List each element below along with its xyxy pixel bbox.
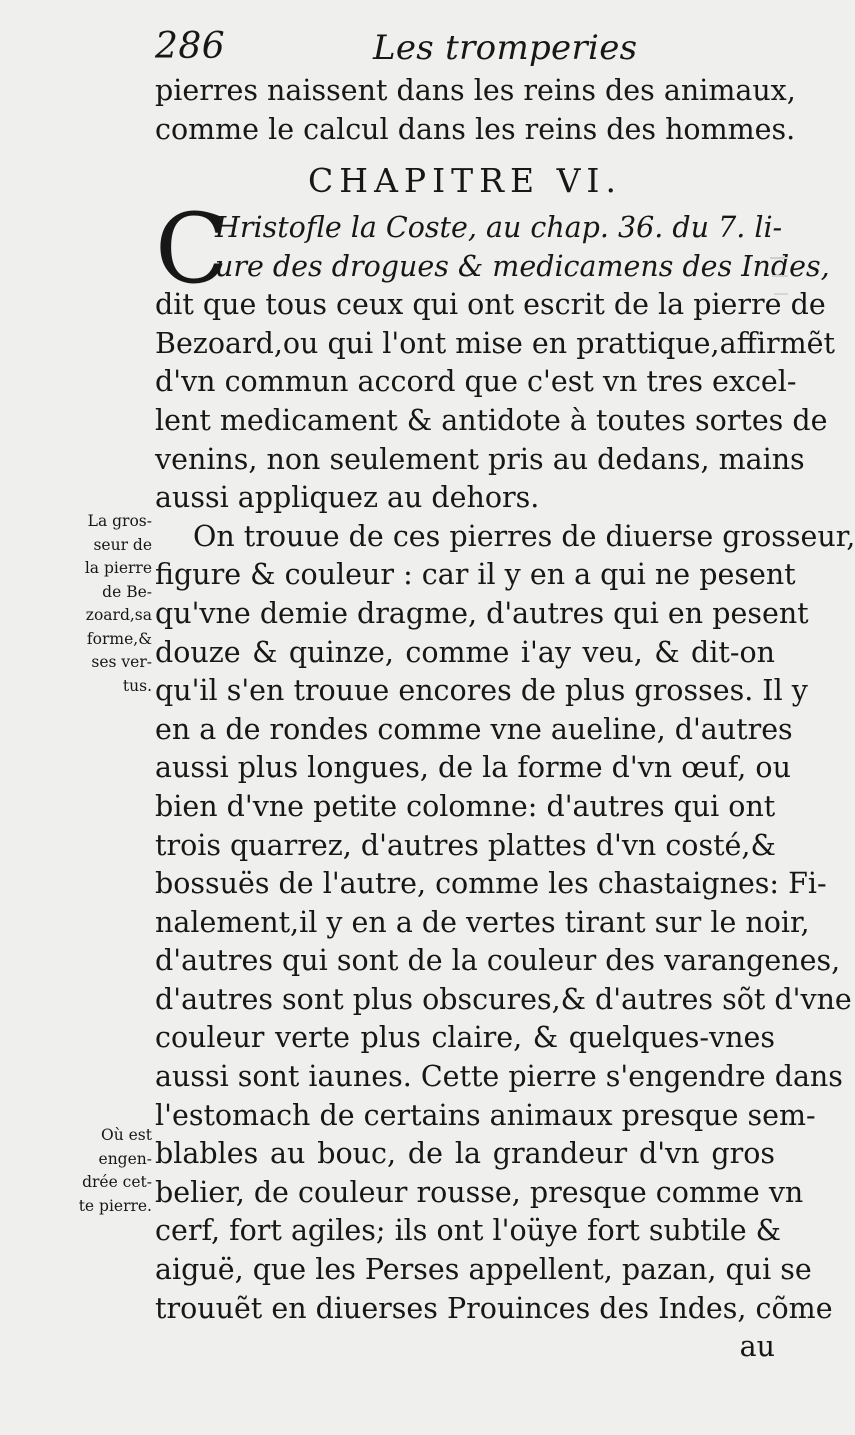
- text-line: couleur verte plus claire, & quelques-vnes: [155, 1021, 775, 1055]
- text-line: aussi appliquez au dehors.: [155, 481, 540, 515]
- text-line: comme le calcul dans les reins des hommes.: [155, 112, 796, 146]
- margin-note-bezoard-size: [42, 510, 152, 698]
- text-line: douze & quinze, comme i'ay veu, & dit-on: [155, 635, 775, 669]
- bleed-through-glyphs: [766, 248, 792, 318]
- text-line: qu'il s'en trouue encores de plus grosses. Il y: [155, 674, 808, 708]
- margin-note-line: ses ver-: [91, 653, 152, 671]
- page-header: [155, 24, 775, 72]
- text-line: aussi plus longues, de la forme d'vn œuf, ou: [155, 751, 791, 785]
- margin-note-line: Où est: [101, 1126, 152, 1144]
- margin-note-line: forme,&: [86, 629, 152, 648]
- text-line: aiguë, que les Perses appellent, pazan, qui se: [155, 1253, 812, 1287]
- text-line: Hristofle la Coste, au chap. 36. du 7. li-: [215, 211, 783, 245]
- margin-note-origin: [42, 1124, 152, 1218]
- text-line: venins, non seulement pris au dedans, mains: [155, 442, 805, 476]
- text-line: trouuẽt en diuerses Prouinces des Indes, cõme: [155, 1291, 833, 1325]
- margin-note-line: de Be-: [102, 582, 152, 601]
- margin-note-line: zoard,sa: [85, 606, 152, 624]
- text-line: trois quarrez, d'autres plattes d'vn costé,&: [155, 828, 776, 862]
- text-line: belier, de couleur rousse, presque comme vn: [155, 1175, 804, 1209]
- text-line: nalement,il y en a de vertes tirant sur le noir,: [155, 905, 810, 939]
- text-line: Bezoard,ou qui l'ont mise en prattique,affirmẽt: [155, 326, 835, 360]
- margin-note-line: la pierre: [84, 559, 152, 577]
- text-line: figure & couleur : car il y en a qui ne pesent: [155, 558, 796, 592]
- text-line: d'autres qui sont de la couleur des varangenes,: [155, 944, 841, 978]
- text-line: qu'vne demie dragme, d'autres qui en pesent: [155, 596, 809, 630]
- text-line: cerf, fort agiles; ils ont l'oüye fort subtile &: [155, 1214, 782, 1248]
- text-line: dit que tous ceux qui ont escrit de la pierre de: [155, 288, 826, 322]
- margin-note-line: te pierre.: [78, 1196, 152, 1215]
- margin-note-line: drée cet-: [82, 1173, 152, 1191]
- chapter-heading: CHAPITRE VI.: [308, 161, 622, 201]
- text-line: l'estomach de certains animaux presque sem-: [155, 1098, 816, 1132]
- main-text: [155, 72, 855, 1367]
- text-line: ure des drogues & medicamens des Indes,: [215, 249, 830, 283]
- margin-note-line: seur de: [93, 535, 152, 554]
- running-title: Les tromperies: [373, 28, 638, 68]
- text-line: aussi sont iaunes. Cette pierre s'engendre dans: [155, 1060, 843, 1094]
- text-line: pierres naissent dans les reins des animaux,: [155, 74, 796, 107]
- page-number: 286: [155, 26, 226, 67]
- margin-note-line: La gros-: [87, 512, 152, 530]
- bleed-through-mark: [766, 248, 792, 318]
- catchword: au: [739, 1330, 775, 1364]
- text-line: blables au bouc, de la grandeur d'vn gros: [155, 1137, 775, 1171]
- text-line: bien d'vne petite colomne: d'autres qui ont: [155, 789, 776, 823]
- drop-cap: C: [155, 193, 229, 306]
- text-line: bossuës de l'autre, comme les chastaignes: Fi-: [155, 867, 827, 901]
- text-line: d'autres sont plus obscures,& d'autres sõt d'vne: [155, 982, 852, 1016]
- text-line: en a de rondes comme vne aueline, d'autres: [155, 712, 793, 746]
- text-line: On trouue de ces pierres de diuerse grosseur,: [193, 519, 855, 553]
- margin-note-line: tus.: [122, 676, 152, 695]
- margin-note-line: engen-: [98, 1149, 152, 1168]
- text-line: lent medicament & antidote à toutes sortes de: [155, 403, 828, 437]
- text-line: d'vn commun accord que c'est vn tres excel-: [155, 365, 797, 399]
